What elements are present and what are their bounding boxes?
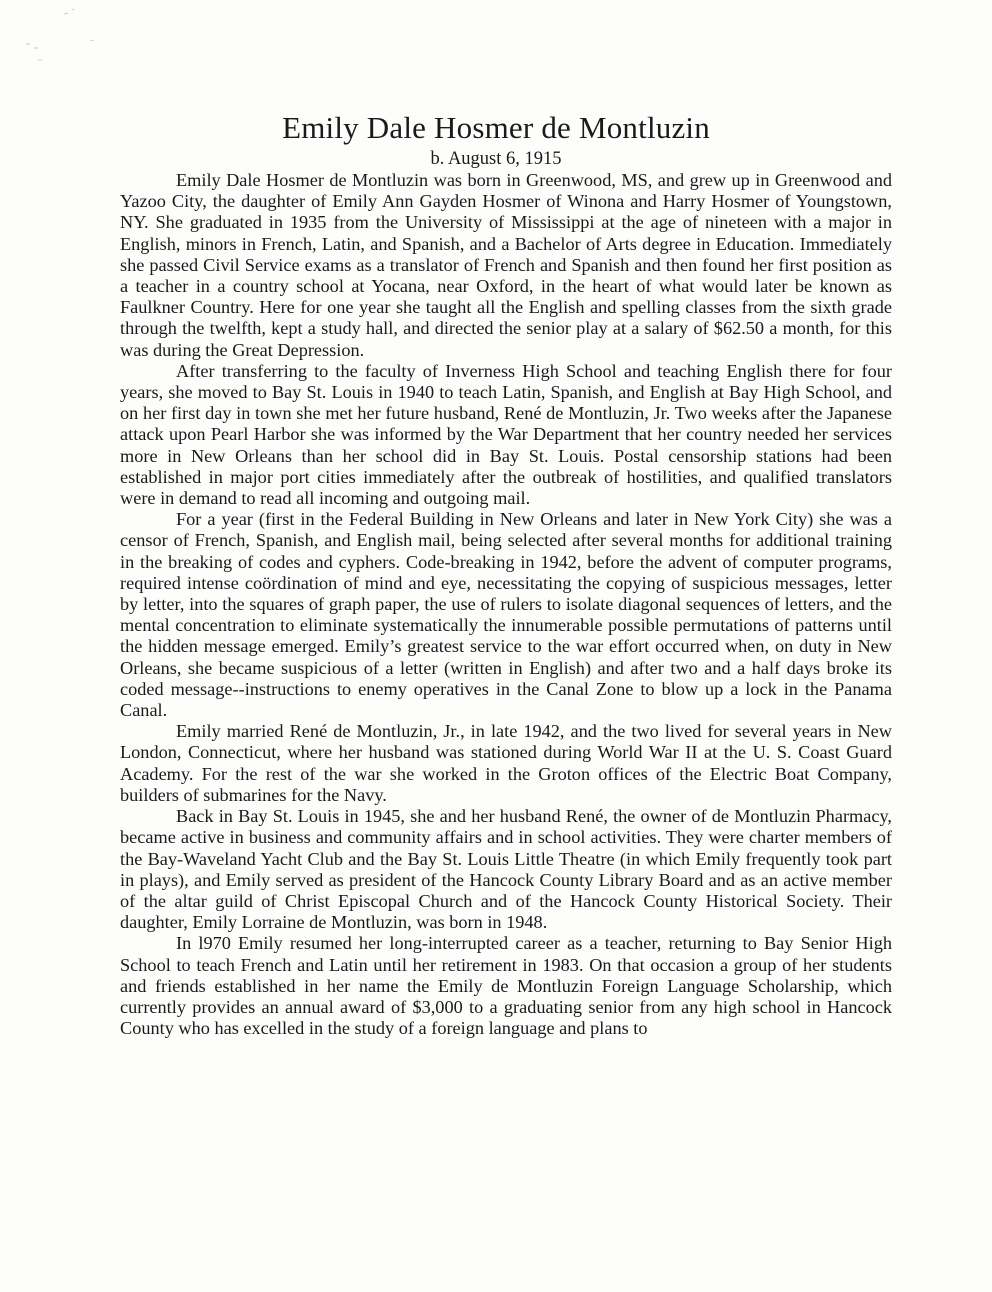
biography-body: [120, 170, 892, 1039]
paragraph-marriage: Emily married René de Montluzin, Jr., in late 1942, and the two lived for several years in New London, Connecticut, where her husband was stationed during World War II at the U. S. Coast Guard Academy. For the rest of the war she worked in the Groton offices of the Electric Boat Company, builders of submarines for the Navy.: [120, 721, 892, 805]
scan-specks: [20, 4, 110, 64]
paragraph-early-life: Emily Dale Hosmer de Montluzin was born in Greenwood, MS, and grew up in Greenwood and Yazoo City, the daughter of Emily Ann Gayden Hosmer of Winona and Harry Hosmer of Youngstown, NY. She graduated in 1935 from the University of Mississippi at the age of nineteen with a major in English, minors in French, Latin, and Spanish, and a Bachelor of Arts degree in Education. Immediately she passed Civil Service exams as a translator of French and Spanish and then found her first position as a teacher in a country school at Yocana, near Oxford, in the heart of what would later be known as Faulkner Country. Here for one year she taught all the English and spelling classes from the sixth grade through the twelfth, kept a study hall, and directed the senior play at a salary of $62.50 a month, for this was during the Great Depression.: [120, 170, 892, 360]
paragraph-bay-st-louis: Back in Bay St. Louis in 1945, she and her husband René, the owner of de Montluzin Pharmacy, became active in business and community affairs and in school activities. They were charter members of the Bay-Waveland Yacht Club and the Bay St. Louis Little Theatre (in which Emily frequently took part in plays), and Emily served as president of the Hancock County Library Board and as an active member of the altar guild of Christ Episcopal Church and of the Hancock County Historical Society. Their daughter, Emily Lorraine de Montluzin, was born in 1948.: [120, 806, 892, 933]
paragraph-teaching-scholarship: In l970 Emily resumed her long-interrupted career as a teacher, returning to Bay Senior High School to teach French and Latin until her retirement in 1983. On that occasion a group of her students and friends established in her name the Emily de Montluzin Foreign Language Scholarship, which currently provides an annual award of $3,000 to a graduating senior from any high school in Hancock County who has excelled in the study of a foreign language and plans to: [120, 933, 892, 1039]
paragraph-censor-codebreaking: For a year (first in the Federal Building in New Orleans and later in New York City) she was a censor of French, Spanish, and English mail, being selected after several months for additional training in the breaking of codes and cyphers. Code-breaking in 1942, before the advent of computer programs, required intense coördination of mind and eye, necessitating the copying of suspicious messages, letter by letter, into the squares of graph paper, the use of rulers to isolate diagonal sequences of letters, and the mental concentration to eliminate systematically the innumerable possible permutations of patterns until the hidden message emerged. Emily’s greatest service to the war effort occurred when, on duty in New Orleans, she became suspicious of a letter (written in English) and after two and a half days broke its coded message--instructions to enemy operatives in the Canal Zone to blow up a lock in the Panama Canal.: [120, 509, 892, 721]
document-title: Emily Dale Hosmer de Montluzin: [282, 110, 710, 145]
paragraph-inverness-bay: After transferring to the faculty of Inverness High School and teaching English there for four years, she moved to Bay St. Louis in 1940 to teach Latin, Spanish, and English at Bay High School, and on her first day in town she met her future husband, René de Montluzin, Jr. Two weeks after the Japanese attack upon Pearl Harbor she was informed by the War Department that her country needed her services more in New Orleans than her school did in Bay St. Louis. Postal censorship stations had been established in major port cities immediately after the outbreak of hostilities, and qualified translators were in demand to read all incoming and outgoing mail.: [120, 360, 892, 509]
birth-date-line: b. August 6, 1915: [430, 149, 562, 169]
